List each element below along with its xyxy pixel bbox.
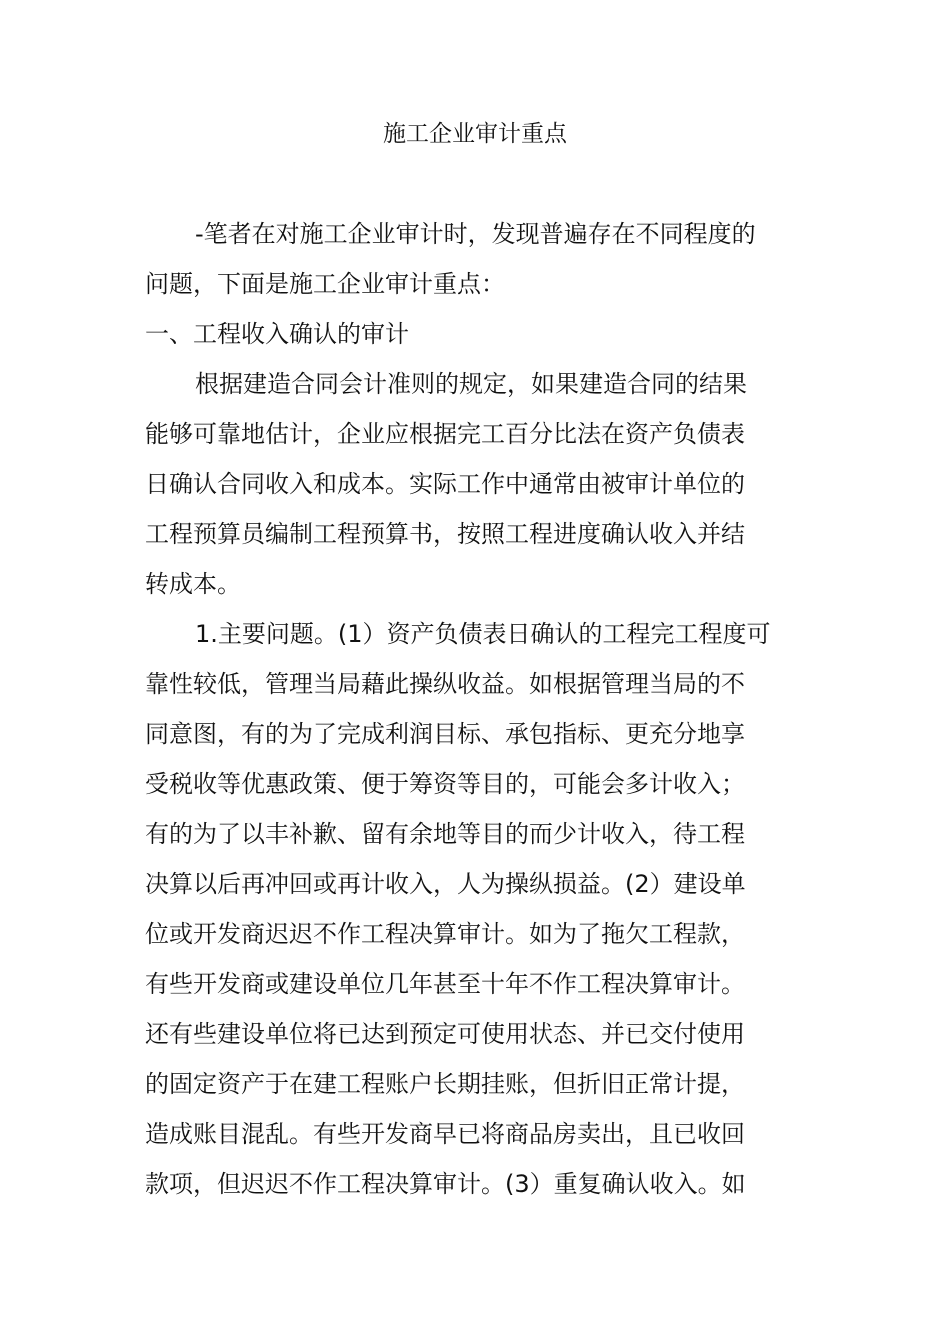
text-line: 日确认合同收入和成本。实际工作中通常由被审计单位的 bbox=[145, 470, 745, 498]
text-line: 能够可靠地估计，企业应根据完工百分比法在资产负债表 bbox=[145, 420, 745, 448]
text-line: 同意图，有的为了完成利润目标、承包指标、更充分地享 bbox=[145, 720, 745, 748]
text-line: 还有些建设单位将已达到预定可使用状态、并已交付使用 bbox=[145, 1020, 745, 1048]
text-line: 1.主要问题。(1）资产负债表日确认的工程完工程度可 bbox=[195, 620, 771, 648]
text-line: 有些开发商或建设单位几年甚至十年不作工程决算审计。 bbox=[145, 970, 745, 998]
section-heading: 一、工程收入确认的审计 bbox=[145, 320, 409, 348]
document-title: 施工企业审计重点 bbox=[383, 121, 567, 147]
text-line: 工程预算员编制工程预算书，按照工程进度确认收入并结 bbox=[145, 520, 745, 548]
text-line: 问题，下面是施工企业审计重点： bbox=[145, 270, 505, 298]
text-line: 受税收等优惠政策、便于筹资等目的，可能会多计收入； bbox=[145, 770, 745, 798]
text-line: 决算以后再冲回或再计收入，人为操纵损益。(2）建设单 bbox=[145, 870, 746, 898]
text-line: 转成本。 bbox=[145, 570, 241, 598]
text-line: 的固定资产于在建工程账户长期挂账，但折旧正常计提， bbox=[145, 1070, 745, 1098]
text-line: 靠性较低，管理当局藉此操纵收益。如根据管理当局的不 bbox=[145, 670, 745, 698]
text-line: 有的为了以丰补歉、留有余地等目的而少计收入，待工程 bbox=[145, 820, 745, 848]
text-line: -笔者在对施工企业审计时，发现普遍存在不同程度的 bbox=[195, 220, 756, 248]
text-line: 根据建造合同会计准则的规定，如果建造合同的结果 bbox=[195, 370, 747, 398]
text-line: 位或开发商迟迟不作工程决算审计。如为了拖欠工程款， bbox=[145, 920, 745, 948]
text-line: 造成账目混乱。有些开发商早已将商品房卖出，且已收回 bbox=[145, 1120, 745, 1148]
text-line: 款项，但迟迟不作工程决算审计。(3）重复确认收入。如 bbox=[145, 1170, 746, 1198]
